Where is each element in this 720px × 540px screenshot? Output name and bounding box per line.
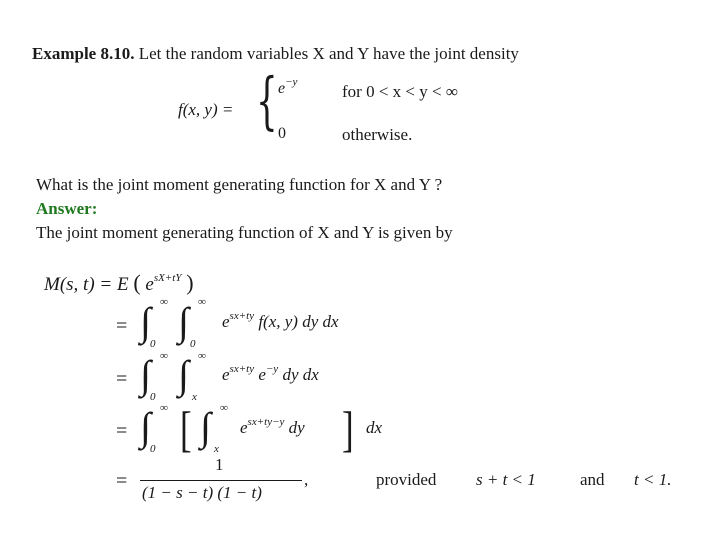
upper-limit-1a: ∞ [160,296,168,308]
answer-text: The joint moment generating function of X and Y is given by [36,223,453,242]
condition-2: t < 1. [634,470,672,489]
integrand-1: $e^{sx+ty}$ f(x, y) dy dx [222,310,339,331]
result-comma: , [304,470,309,489]
integral-3b: ∫ [200,404,211,449]
example-label: Example 8.10. [32,44,135,63]
lower-limit-1a: 0 [150,338,156,350]
eq-sign-3: = [116,420,128,442]
eq-sign-2: = [116,368,128,390]
eq-sign-1: = [116,315,128,337]
upper-limit-2a: ∞ [160,350,168,362]
answer-label: Answer: [36,199,98,218]
fraction-denominator: (1 − s − t) (1 − t) [142,483,262,502]
and-text: and [580,470,605,489]
integral-3a: ∫ [140,404,151,449]
integral-1a: ∫ [140,299,151,344]
upper-limit-2b: ∞ [198,350,206,362]
lower-limit-1b: 0 [190,338,196,350]
integrand-2: $e^{sx+ty}$ $e^{-y}$ dy dx [222,363,319,384]
upper-limit-1b: ∞ [198,296,206,308]
lower-limit-3b: x [214,443,219,455]
integral-1b: ∫ [178,299,189,344]
left-brace: { [256,64,278,137]
lower-limit-2a: 0 [150,391,156,403]
density-case2-value: 0 [278,125,286,142]
left-bracket: [ [180,401,192,457]
integrand-3: $e^{sx+ty-y}$ dy [240,416,305,437]
integral-2b: ∫ [178,352,189,397]
fraction-numerator: 1 [215,455,224,474]
density-case1-value: $e^{-y}$ [278,76,298,97]
right-bracket: ] [342,401,354,457]
lower-limit-3a: 0 [150,443,156,455]
fraction-bar [140,480,302,481]
proviso-text: provided [376,470,437,489]
question-text: What is the joint moment generating function for X and Y ? [36,175,443,194]
outer-dx: dx [366,418,383,437]
example-text: Let the random variables X and Y have the joint density [138,44,519,63]
integral-2a: ∫ [140,352,151,397]
density-lhs: f(x, y) = [178,100,234,119]
density-case2-cond: otherwise. [342,125,413,144]
mgf-definition: M(s, t) = E ( $e^{sX+tY}$ ) [44,270,194,295]
density-case1-cond: for 0 < x < y < ∞ [342,82,458,101]
eq-sign-4: = [116,470,128,492]
upper-limit-3a: ∞ [160,402,168,414]
lower-limit-2b: x [192,391,197,403]
upper-limit-3b: ∞ [220,402,228,414]
example-heading [32,44,519,64]
condition-1: s + t < 1 [476,470,536,489]
